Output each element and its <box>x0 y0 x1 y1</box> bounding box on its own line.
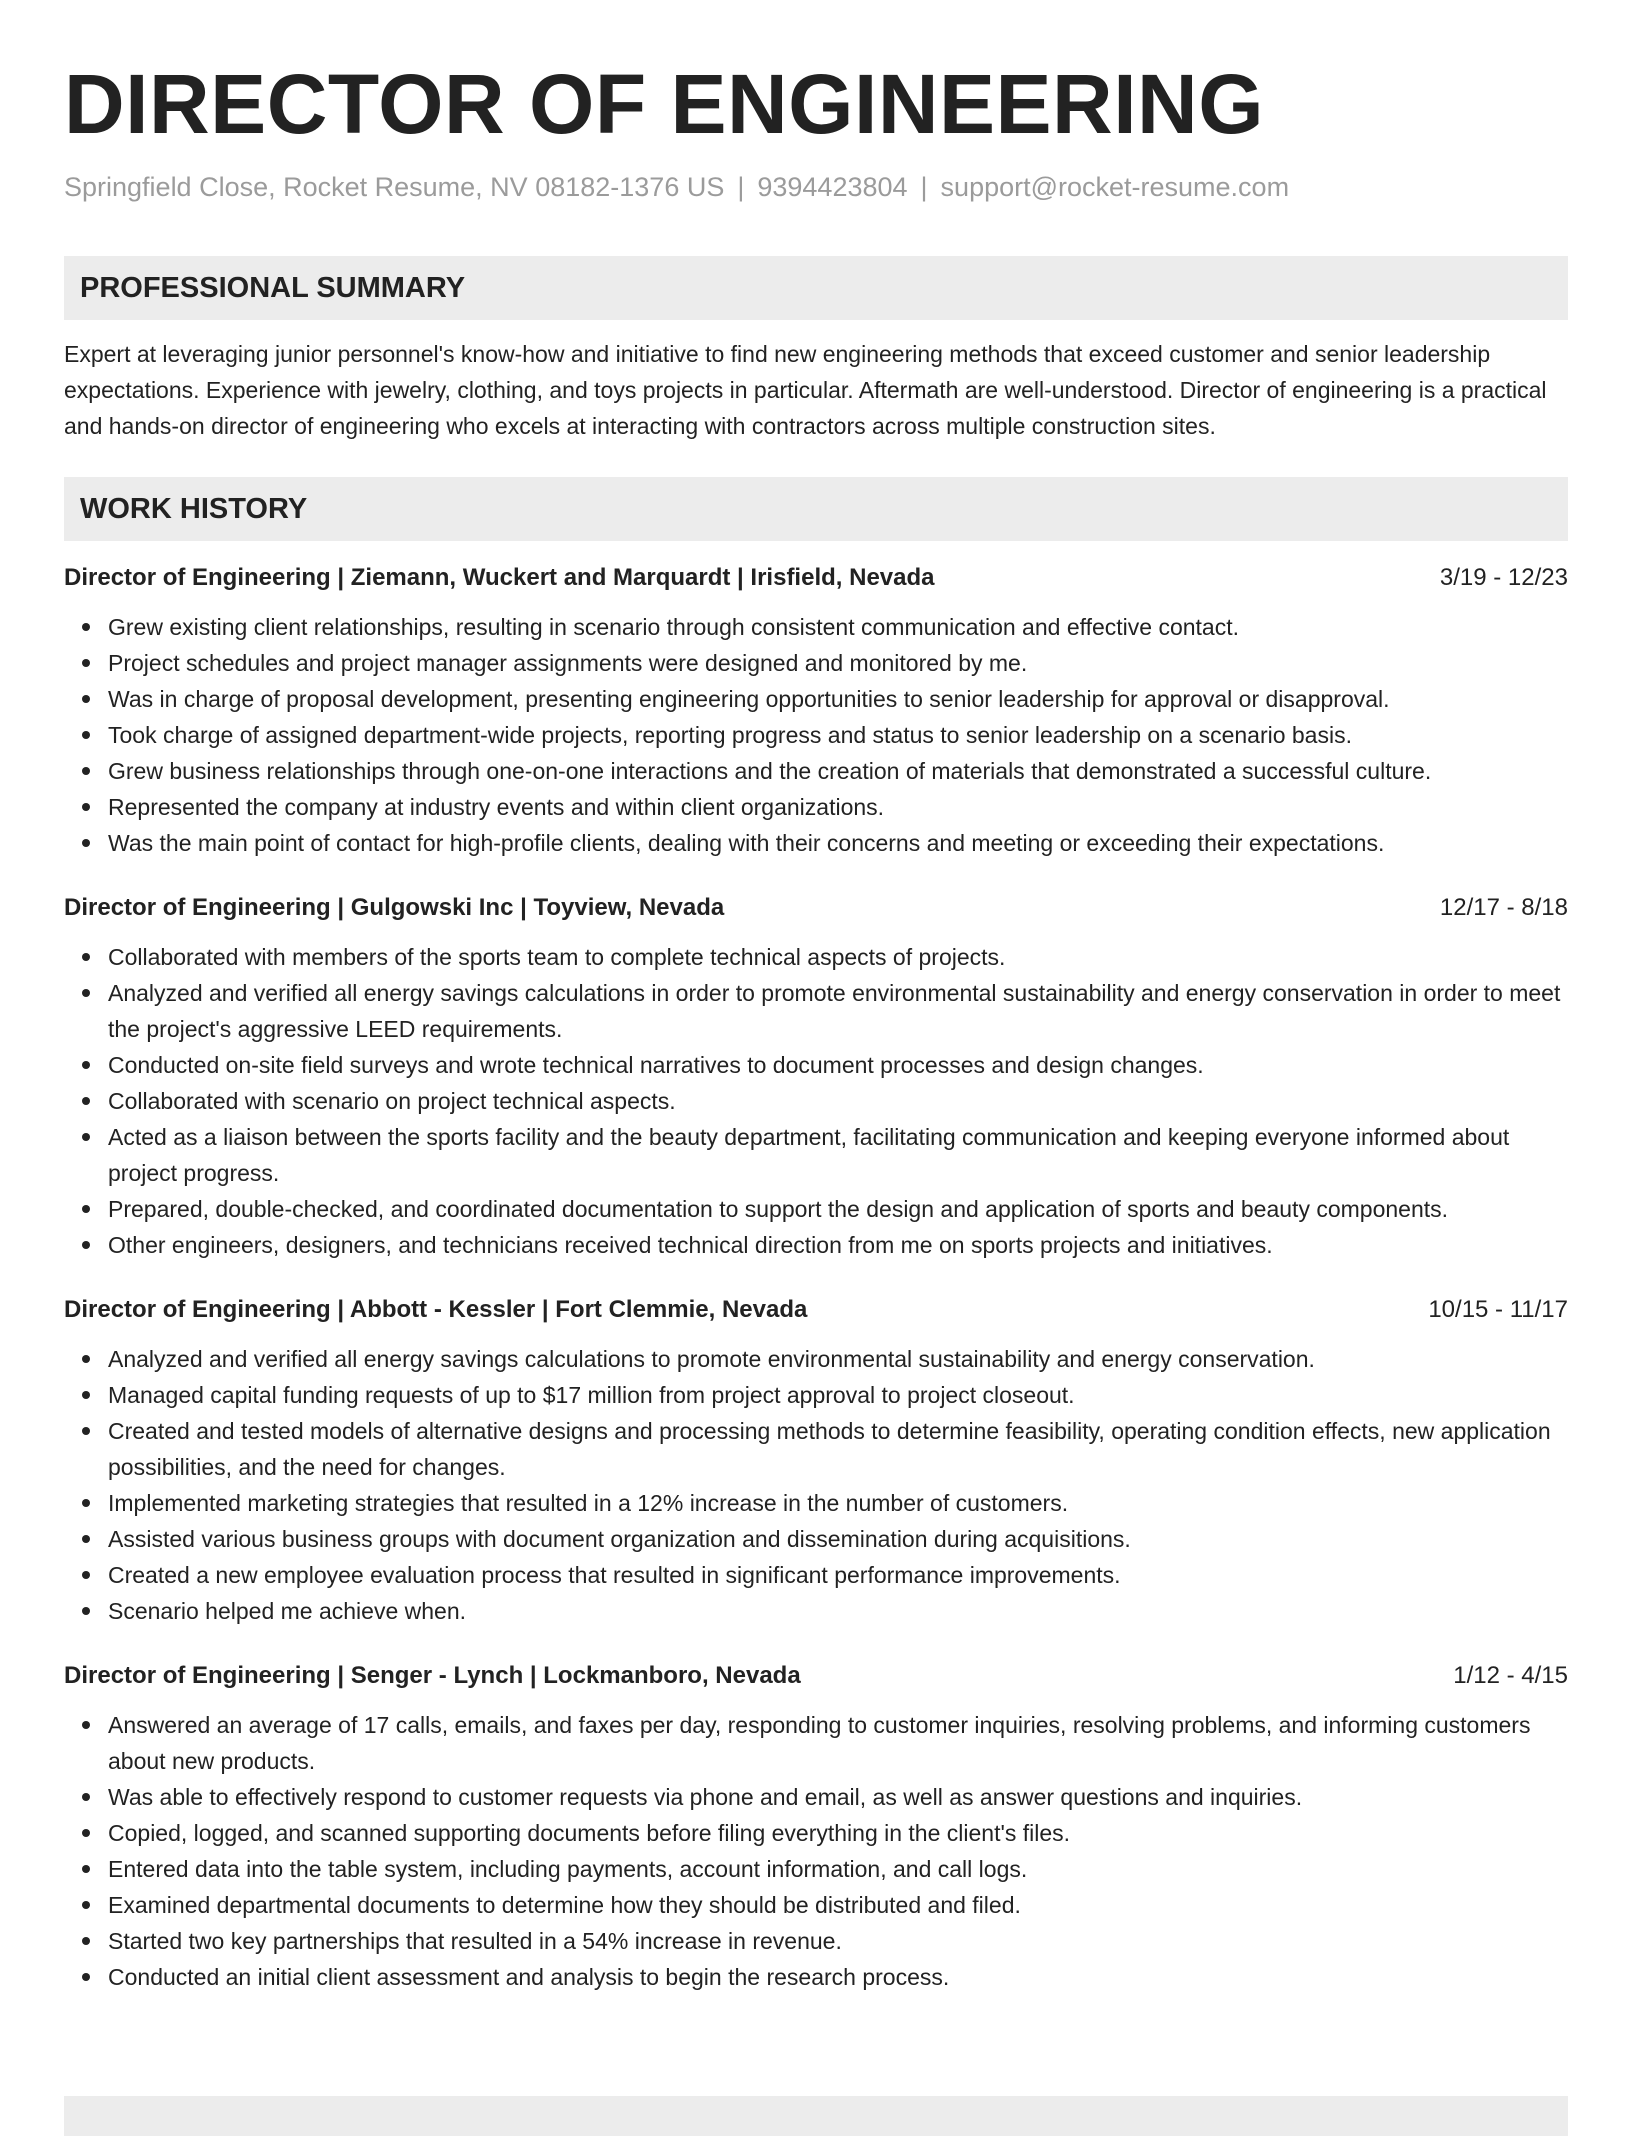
contact-phone: 9394423804 <box>757 172 908 202</box>
job-bullet: Project schedules and project manager assignments were designed and monitored by me. <box>108 645 1568 681</box>
section-header-summary: PROFESSIONAL SUMMARY <box>64 256 1568 320</box>
job-bullet: Was the main point of contact for high-profile clients, dealing with their concerns and meeting or exceeding their expectations. <box>108 825 1568 861</box>
job-bullet: Was in charge of proposal development, presenting engineering opportunities to senior leadership for approval or disapproval. <box>108 681 1568 717</box>
job-bullet: Scenario helped me achieve when. <box>108 1593 1568 1629</box>
job-bullet: Collaborated with members of the sports team to complete technical aspects of projects. <box>108 939 1568 975</box>
job-entry <box>64 891 1568 1263</box>
job-bullet: Prepared, double-checked, and coordinated documentation to support the design and application of sports and beauty components. <box>108 1191 1568 1227</box>
job-dates: 1/12 - 4/15 <box>1453 1662 1568 1689</box>
job-entry <box>64 561 1568 861</box>
job-bullets <box>64 609 1568 861</box>
job-bullet: Analyzed and verified all energy savings calculations to promote environmental sustainability and energy conservation. <box>108 1341 1568 1377</box>
work-history-list <box>64 561 1568 1995</box>
job-heading: Director of Engineering | Ziemann, Wuckert and Marquardt | Irisfield, Nevada <box>64 564 935 591</box>
job-dates: 10/15 - 11/17 <box>1428 1296 1568 1323</box>
job-entry <box>64 1659 1568 1995</box>
job-bullet: Created and tested models of alternative designs and processing methods to determine feasibility, operating condition effects, new application possibilities, and the need for changes. <box>108 1413 1568 1485</box>
summary-text: Expert at leveraging junior personnel's know-how and initiative to find new engineering methods that exceed customer and senior leadership expectations. Experience with jewelry, clothing, and toys projects in particular. Aftermath are well-understood. Director of engineering is a practical and hands-on director of engineering who excels at interacting with contractors across multiple construction sites. <box>64 341 1547 439</box>
job-bullet: Created a new employee evaluation process that resulted in significant performance improvements. <box>108 1557 1568 1593</box>
section-header-work-history: WORK HISTORY <box>64 477 1568 541</box>
job-bullet: Managed capital funding requests of up to $17 million from project approval to project closeout. <box>108 1377 1568 1413</box>
job-bullet: Started two key partnerships that resulted in a 54% increase in revenue. <box>108 1923 1568 1959</box>
resume-title: DIRECTOR OF ENGINEERING <box>64 57 1265 151</box>
job-bullet: Represented the company at industry events and within client organizations. <box>108 789 1568 825</box>
contact-separator: | <box>737 172 745 202</box>
job-bullet: Conducted on-site field surveys and wrote technical narratives to document processes and design changes. <box>108 1047 1568 1083</box>
job-dates: 3/19 - 12/23 <box>1439 564 1568 591</box>
job-bullet: Entered data into the table system, including payments, account information, and call logs. <box>108 1851 1568 1887</box>
job-header <box>64 1293 1568 1327</box>
contact-email: support@rocket-resume.com <box>940 172 1290 202</box>
job-bullet: Answered an average of 17 calls, emails, and faxes per day, responding to customer inquiries, resolving problems, and informing customers about new products. <box>108 1707 1568 1779</box>
job-bullet: Implemented marketing strategies that resulted in a 12% increase in the number of customers. <box>108 1485 1568 1521</box>
job-bullets <box>64 1707 1568 1995</box>
job-bullet: Analyzed and verified all energy savings calculations in order to promote environmental sustainability and energy conservation in order to meet the project's aggressive LEED requirements. <box>108 975 1568 1047</box>
job-header <box>64 891 1568 925</box>
job-bullet: Grew business relationships through one-on-one interactions and the creation of materials that demonstrated a successful culture. <box>108 753 1568 789</box>
job-bullet: Conducted an initial client assessment and analysis to begin the research process. <box>108 1959 1568 1995</box>
resume-page <box>64 0 1568 1995</box>
job-bullet: Acted as a liaison between the sports facility and the beauty department, facilitating communication and keeping everyone informed about project progress. <box>108 1119 1568 1191</box>
next-section-header-bar <box>64 2096 1568 2136</box>
job-header <box>64 561 1568 595</box>
contact-line <box>64 170 1568 204</box>
job-bullet: Assisted various business groups with document organization and dissemination during acquisitions. <box>108 1521 1568 1557</box>
job-bullet: Examined departmental documents to determine how they should be distributed and filed. <box>108 1887 1568 1923</box>
job-bullet: Other engineers, designers, and technicians received technical direction from me on sports projects and initiatives. <box>108 1227 1568 1263</box>
job-dates: 12/17 - 8/18 <box>1439 894 1568 921</box>
job-header <box>64 1659 1568 1693</box>
job-entry <box>64 1293 1568 1629</box>
contact-address: Springfield Close, Rocket Resume, NV 08182-1376 US <box>64 172 725 202</box>
job-bullet: Took charge of assigned department-wide projects, reporting progress and status to senior leadership on a scenario basis. <box>108 717 1568 753</box>
job-bullet: Was able to effectively respond to customer requests via phone and email, as well as answer questions and inquiries. <box>108 1779 1568 1815</box>
job-bullets <box>64 939 1568 1263</box>
job-bullet: Grew existing client relationships, resulting in scenario through consistent communication and effective contact. <box>108 609 1568 645</box>
job-heading: Director of Engineering | Gulgowski Inc | Toyview, Nevada <box>64 894 725 921</box>
job-bullet: Collaborated with scenario on project technical aspects. <box>108 1083 1568 1119</box>
job-heading: Director of Engineering | Senger - Lynch | Lockmanboro, Nevada <box>64 1662 801 1689</box>
contact-separator: | <box>920 172 928 202</box>
job-bullets <box>64 1341 1568 1629</box>
job-heading: Director of Engineering | Abbott - Kessler | Fort Clemmie, Nevada <box>64 1296 808 1323</box>
job-bullet: Copied, logged, and scanned supporting documents before filing everything in the client's files. <box>108 1815 1568 1851</box>
